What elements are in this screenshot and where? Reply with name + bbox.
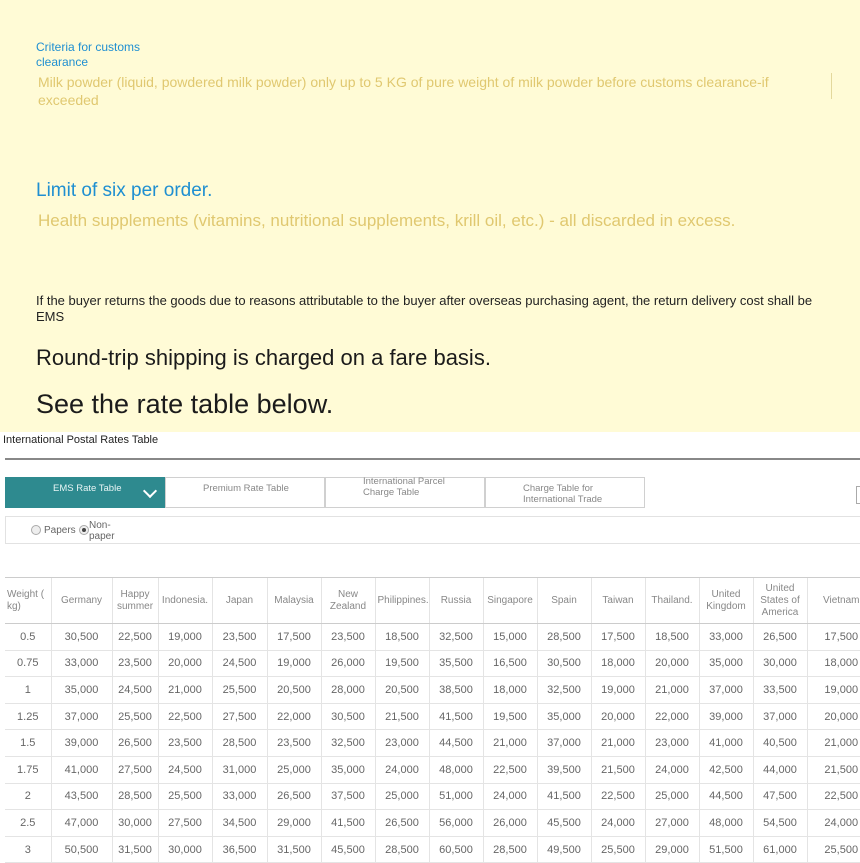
rate-cell: 26,500 [375,810,429,837]
rate-cell: 31,500 [267,836,321,863]
rate-cell: 25,500 [807,836,860,863]
rate-cell: 20,000 [807,703,860,730]
rate-cell: 25,000 [645,783,699,810]
rate-cell: 26,000 [321,650,375,677]
table-row [5,783,860,810]
rate-cell: 31,000 [212,756,267,783]
rate-cell: 24,500 [158,756,212,783]
rate-cell: 28,000 [321,677,375,704]
health-supplements-rule: Health supplements (vitamins, nutritional supplements, krill oil, etc.) - all discarded in excess. [38,211,736,230]
rate-cell: 37,000 [51,703,112,730]
weight-cell: 1.75 [5,756,51,783]
rate-cell: 29,000 [267,810,321,837]
rate-cell: 28,500 [112,783,158,810]
rate-cell: 27,500 [158,810,212,837]
round-trip-note: Round-trip shipping is charged on a fare basis. [36,345,491,370]
rate-cell: 16,500 [483,650,537,677]
rate-cell: 24,000 [645,756,699,783]
tab-label: EMS Rate Table [53,483,122,494]
weight-cell: 0.5 [5,624,51,651]
rate-cell: 19,000 [807,677,860,704]
column-header-country: Indonesia. [158,578,212,624]
rate-cell: 32,500 [429,624,483,651]
rate-cell: 20,000 [158,650,212,677]
weight-cell: 0.75 [5,650,51,677]
rate-cell: 24,500 [212,650,267,677]
table-row [5,703,860,730]
rate-cell: 17,500 [591,624,645,651]
rate-cell: 41,500 [537,783,591,810]
rate-cell: 37,000 [537,730,591,757]
rate-cell: 32,500 [537,677,591,704]
rate-cell: 49,500 [537,836,591,863]
rate-cell: 20,000 [645,650,699,677]
rate-cell: 34,500 [212,810,267,837]
limit-heading: Limit of six per order. [36,180,213,201]
rate-cell: 19,000 [267,650,321,677]
table-row [5,810,860,837]
rate-cell: 35,000 [699,650,753,677]
rate-cell: 30,500 [537,650,591,677]
tab-ems-rate[interactable] [5,477,165,508]
weight-cell: 1 [5,677,51,704]
rate-cell: 33,000 [51,650,112,677]
column-header-country: Germany [51,578,112,624]
rate-cell: 47,000 [51,810,112,837]
column-header-country: New Zealand [321,578,375,624]
column-header-country: Russia [429,578,483,624]
criteria-label: Criteria for customs clearance [36,40,141,69]
rate-cell: 35,000 [321,756,375,783]
rate-cell: 24,000 [483,783,537,810]
tab-label: Premium Rate Table [203,483,289,494]
rate-cell: 23,500 [212,624,267,651]
rate-cell: 18,000 [807,650,860,677]
rate-cell: 20,000 [591,703,645,730]
column-header-weight: Weight ( kg) [5,578,51,624]
rate-cell: 15,000 [483,624,537,651]
column-header-country: Japan [212,578,267,624]
rate-cell: 44,500 [699,783,753,810]
rate-cell: 51,000 [429,783,483,810]
divider [831,73,832,99]
rate-cell: 30,500 [321,703,375,730]
rate-cell: 19,500 [483,703,537,730]
rate-cell: 21,000 [591,730,645,757]
column-header-country: Malaysia [267,578,321,624]
title-divider [5,458,860,460]
rate-cell: 43,500 [51,783,112,810]
rate-cell: 41,000 [699,730,753,757]
rate-cell: 22,500 [112,624,158,651]
rate-cell: 24,000 [591,810,645,837]
tab-label: Charge Table for International Trade [523,483,603,505]
rate-cell: 27,500 [212,703,267,730]
rate-cell: 20,500 [375,677,429,704]
see-table-note: See the rate table below. [36,389,334,419]
rate-cell: 26,500 [267,783,321,810]
rate-cell: 45,500 [537,810,591,837]
mail-type-selector [5,516,860,544]
rate-cell: 48,000 [429,756,483,783]
rate-cell: 21,000 [645,677,699,704]
table-row [5,756,860,783]
rate-cell: 38,500 [429,677,483,704]
rate-cell: 33,000 [212,783,267,810]
rate-cell: 25,500 [158,783,212,810]
column-header-country: Taiwan [591,578,645,624]
rate-cell: 27,000 [645,810,699,837]
rate-cell: 17,500 [267,624,321,651]
radio-non-paper[interactable] [79,525,89,535]
offscreen-control[interactable] [856,486,860,504]
rate-cell: 44,500 [429,730,483,757]
weight-cell: 2.5 [5,810,51,837]
weight-cell: 1.5 [5,730,51,757]
table-row [5,677,860,704]
rate-cell: 41,500 [321,810,375,837]
rate-cell: 39,000 [699,703,753,730]
table-row [5,624,860,651]
rate-cell: 37,000 [753,703,807,730]
rate-cell: 41,500 [429,703,483,730]
rate-cell: 19,000 [158,624,212,651]
rate-cell: 35,000 [51,677,112,704]
rate-cell: 22,500 [591,783,645,810]
rate-cell: 30,000 [112,810,158,837]
table-row [5,730,860,757]
rate-cell: 26,000 [483,810,537,837]
rate-cell: 36,500 [212,836,267,863]
rate-cell: 51,500 [699,836,753,863]
rate-cell: 23,500 [158,730,212,757]
weight-cell: 3 [5,836,51,863]
rate-cell: 30,500 [51,624,112,651]
rate-cell: 19,500 [375,650,429,677]
rate-cell: 50,500 [51,836,112,863]
rate-cell: 30,000 [158,836,212,863]
rate-cell: 25,000 [375,783,429,810]
rate-cell: 24,000 [375,756,429,783]
rate-cell: 19,000 [591,677,645,704]
rate-cell: 61,000 [753,836,807,863]
rate-cell: 39,500 [537,756,591,783]
rate-cell: 22,500 [483,756,537,783]
rate-cell: 31,500 [112,836,158,863]
rate-cell: 20,500 [267,677,321,704]
rate-cell: 26,500 [112,730,158,757]
rate-cell: 25,500 [591,836,645,863]
weight-cell: 1.25 [5,703,51,730]
rate-cell: 33,500 [753,677,807,704]
rate-cell: 25,500 [112,703,158,730]
rate-cell: 27,500 [112,756,158,783]
column-header-country: Thailand. [645,578,699,624]
rate-cell: 18,000 [591,650,645,677]
rate-cell: 21,500 [807,756,860,783]
rate-cell: 45,500 [321,836,375,863]
rate-cell: 24,000 [807,810,860,837]
rate-cell: 25,500 [212,677,267,704]
tab-international-parcel[interactable] [325,477,485,508]
rate-cell: 28,500 [212,730,267,757]
rate-cell: 21,000 [158,677,212,704]
rate-cell: 28,500 [537,624,591,651]
rate-cell: 24,500 [112,677,158,704]
rate-cell: 23,000 [645,730,699,757]
rate-cell: 23,500 [267,730,321,757]
milk-powder-rule: Milk powder (liquid, powdered milk powder) only up to 5 KG of pure weight of milk powder before customs clearance-if exceeded [38,74,769,108]
radio-papers[interactable] [31,525,41,535]
rate-cell: 23,500 [321,624,375,651]
rate-cell: 35,000 [537,703,591,730]
rate-cell: 42,500 [699,756,753,783]
rate-cell: 39,000 [51,730,112,757]
returns-policy: If the buyer returns the goods due to reasons attributable to the buyer after overseas purchasing agent, the return delivery cost shall be EMS [36,293,813,324]
weight-cell: 2 [5,783,51,810]
radio-non-paper-label[interactable]: Non-paper [89,520,115,542]
rate-cell: 41,000 [51,756,112,783]
rate-cell: 21,000 [483,730,537,757]
rate-cell: 28,500 [483,836,537,863]
rate-tabs [5,477,645,510]
rate-cell: 25,000 [267,756,321,783]
tab-international-trade[interactable] [485,477,645,508]
rate-cell: 60,500 [429,836,483,863]
column-header-country: Happy summer [112,578,158,624]
column-header-country: Philippines. [375,578,429,624]
rate-cell: 22,000 [645,703,699,730]
tab-label: International Parcel Charge Table [363,476,445,498]
rate-cell: 17,500 [807,624,860,651]
ems-rate-table [5,577,860,863]
column-header-country: Spain [537,578,591,624]
rate-cell: 44,000 [753,756,807,783]
rate-cell: 40,500 [753,730,807,757]
rate-cell: 28,500 [375,836,429,863]
rate-cell: 22,500 [807,783,860,810]
column-header-country: United States of America [753,578,807,624]
rate-cell: 21,500 [375,703,429,730]
column-header-country: Singapore [483,578,537,624]
table-row [5,836,860,863]
radio-papers-label[interactable]: Papers [44,525,76,536]
rate-cell: 23,000 [375,730,429,757]
table-row [5,650,860,677]
rate-cell: 18,500 [375,624,429,651]
rate-cell: 54,500 [753,810,807,837]
rate-cell: 21,500 [591,756,645,783]
tab-premium-rate[interactable] [165,477,325,508]
rates-title: International Postal Rates Table [3,434,159,446]
rate-cell: 56,000 [429,810,483,837]
rate-cell: 21,000 [807,730,860,757]
rate-cell: 26,500 [753,624,807,651]
rate-cell: 33,000 [699,624,753,651]
rate-cell: 47,500 [753,783,807,810]
rate-cell: 29,000 [645,836,699,863]
column-header-country: United Kingdom [699,578,753,624]
column-header-country: Vietnam [807,578,860,624]
rate-cell: 32,500 [321,730,375,757]
rate-cell: 37,500 [321,783,375,810]
rate-cell: 37,000 [699,677,753,704]
rate-cell: 48,000 [699,810,753,837]
rate-cell: 18,000 [483,677,537,704]
rate-cell: 35,500 [429,650,483,677]
rate-cell: 22,000 [267,703,321,730]
rate-cell: 18,500 [645,624,699,651]
rate-cell: 30,000 [753,650,807,677]
rate-cell: 22,500 [158,703,212,730]
rate-cell: 23,500 [112,650,158,677]
